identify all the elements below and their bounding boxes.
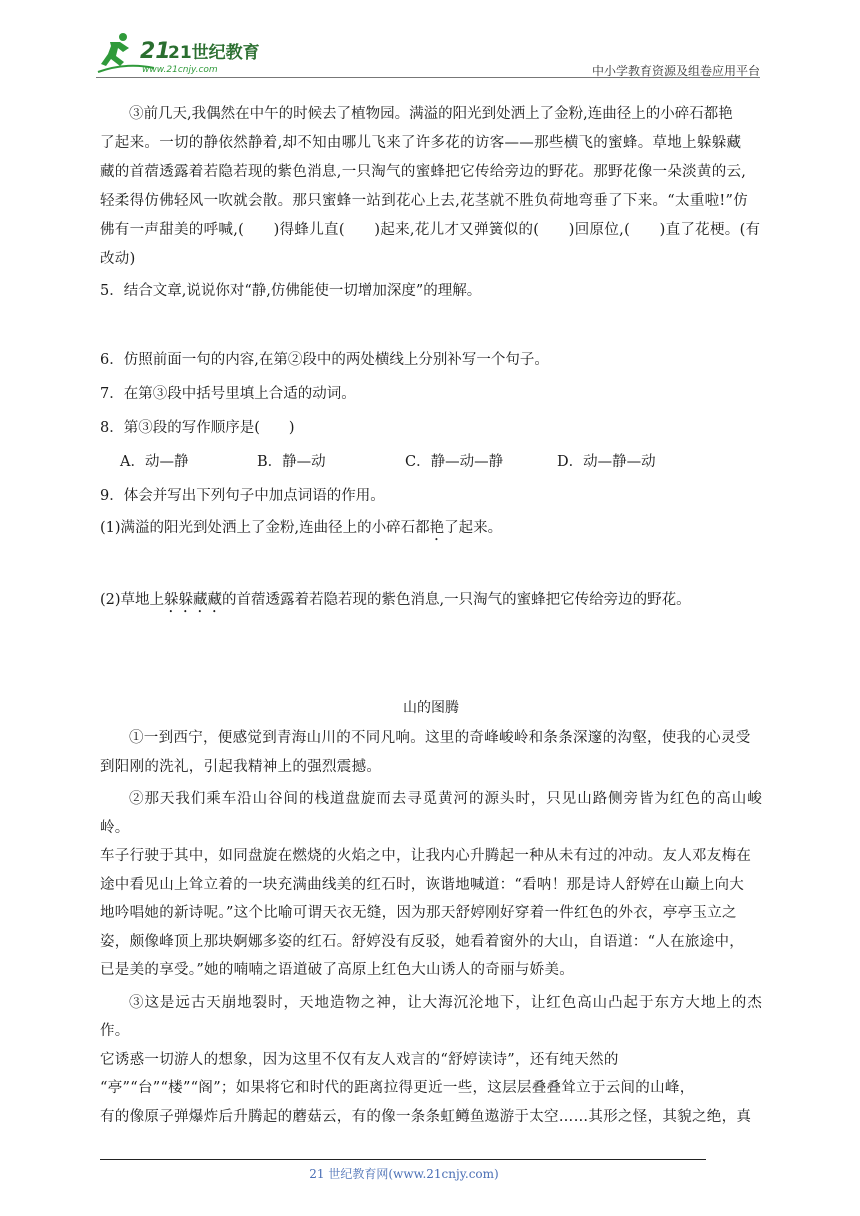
p1-line: 到阳刚的洗礼，引起我精神上的强烈震撼。: [100, 758, 382, 775]
p3-line: ③前几天,我偶然在中午的时候去了植物园。满溢的阳光到处洒上了金粉,连曲径上的小碎石都艳: [129, 106, 733, 122]
option-b[interactable]: B．静—动: [257, 454, 326, 470]
question-5: 5．结合文章,说说你对“静,仿佛能使一切增加深度”的理解。: [100, 283, 482, 299]
passage2-paragraph3: [100, 989, 762, 1132]
p3b-line: 它诱惑一切游人的想象，因为这里不仅有友人戏言的“舒婷读诗”，还有纯天然的: [100, 1051, 619, 1068]
header-platform-text: 中小学教育资源及组卷应用平台: [591, 64, 760, 78]
passage2-title: 山的图腾: [403, 700, 459, 716]
q9-2-post: 的首蓿透露着若隐若现的紫色消息,一只淘气的蜜蜂把它传给旁边的野花。: [222, 592, 691, 608]
footer-link[interactable]: 21 世纪教育网(www.21cnjy.com): [309, 1167, 499, 1181]
p3b-line: 有的像原子弹爆炸后升腾起的蘑菇云，有的像一条条虹鳟鱼遨游于太空……其形之怪，其貌之绝，真: [100, 1108, 752, 1125]
p3-line: 佛有一声甜美的呼喊,( )得蜂儿直( )起来,花儿才又弹簧似的( )回原位,( )直了花梗。(有: [100, 222, 761, 238]
question-9-2: [100, 589, 762, 616]
q9-1-dotted-word: 艳: [429, 520, 445, 536]
p3b-line: ③这是远古天崩地裂时，天地造物之神，让大海沉沦地下，让红色高山凸起于东方大地上的杰作。: [100, 994, 762, 1039]
p3-line: 轻柔得仿佛轻风一吹就会散。那只蜜蜂一站到花心上去,花茎就不胜负荷地弯垂了下来。“太重啦!”仿: [100, 193, 749, 209]
passage1-paragraph3: [100, 100, 762, 274]
p3-line: 改动): [100, 251, 136, 267]
question-8-options: [100, 451, 762, 474]
svg-text:21: 21: [140, 39, 171, 64]
runner-logo-icon: [96, 28, 266, 78]
footer-divider: [100, 1159, 706, 1160]
header-divider: [96, 77, 760, 78]
p2-line: ②那天我们乘车沿山谷间的栈道盘旋而去寻觅黄河的源头时，只见山路侧旁皆为红色的高山峻岭。: [100, 791, 762, 836]
p3-line: 了起来。一切的静依然静着,却不知由哪儿飞来了许多花的访客——那些横飞的蜜蜂。草地上躲躲藏: [100, 135, 742, 151]
document-body: [100, 100, 762, 1131]
p3b-line: “亭”“台”“楼”“阁”；如果将它和时代的距离拉得更近一些，这层层叠叠耸立于云间的山峰，: [100, 1080, 695, 1096]
p2-line: 已是美的享受。”她的喃喃之语道破了高原上红色大山诱人的奇丽与娇美。: [100, 962, 575, 978]
p2-line: 途中看见山上耸立着的一块充满曲线美的红石时，诙谐地喊道：“看呐！那是诗人舒婷在山巅上向大: [100, 876, 745, 893]
p3-line: 藏的首蓿透露着若隐若现的紫色消息,一只淘气的蜜蜂把它传给旁边的野花。那野花像一朵淡黄的云,: [100, 164, 747, 180]
logo-url-text: www.21cnjy.com: [142, 65, 218, 75]
q9-2-pre: (2)草地上: [100, 592, 165, 608]
q9-1-pre: (1)满溢的阳光到处洒上了金粉,连曲径上的小碎石都: [100, 520, 430, 536]
p2-line: 姿，颇像峰顶上那块婀娜多姿的红石。舒婷没有反驳，她看着窗外的大山，自语道：“人在旅途中，: [100, 933, 745, 950]
question-8: 8．第③段的写作顺序是( ): [100, 420, 295, 436]
passage2-paragraph1: [100, 724, 762, 781]
option-c[interactable]: C．静—动—静: [405, 454, 504, 470]
site-logo[interactable]: [96, 28, 266, 78]
question-9-1: [100, 517, 762, 544]
page-header: [96, 28, 760, 80]
passage2-paragraph2: [100, 785, 762, 985]
q9-2-dotted-word: 躲躲藏藏: [164, 592, 223, 608]
q9-1-post: 了起来。: [444, 520, 503, 536]
p1-line: ①一到西宁，便感觉到青海山川的不同凡响。这里的奇峰峻岭和条条深邃的沟壑，使我的心灵受: [129, 730, 751, 746]
p2-line: 车子行驶于其中，如同盘旋在燃烧的火焰之中，让我内心升腾起一种从未有过的冲动。友人邓友梅在: [100, 848, 752, 864]
option-d[interactable]: D．动—静—动: [557, 454, 656, 470]
question-7: 7．在第③段中括号里填上合适的动词。: [100, 386, 356, 402]
question-6: 6．仿照前面一句的内容,在第②段中的两处横线上分别补写一个句子。: [100, 352, 549, 368]
option-a[interactable]: A．动—静: [120, 454, 189, 470]
logo-main-text: 21世纪教育: [168, 43, 260, 63]
p2-line: 地吟唱她的新诗呢。”这个比喻可谓天衣无缝，因为那天舒婷刚好穿着一件红色的外衣，亭亭玉立之: [100, 905, 737, 921]
question-9: 9．体会并写出下列句子中加点词语的作用。: [100, 488, 385, 504]
